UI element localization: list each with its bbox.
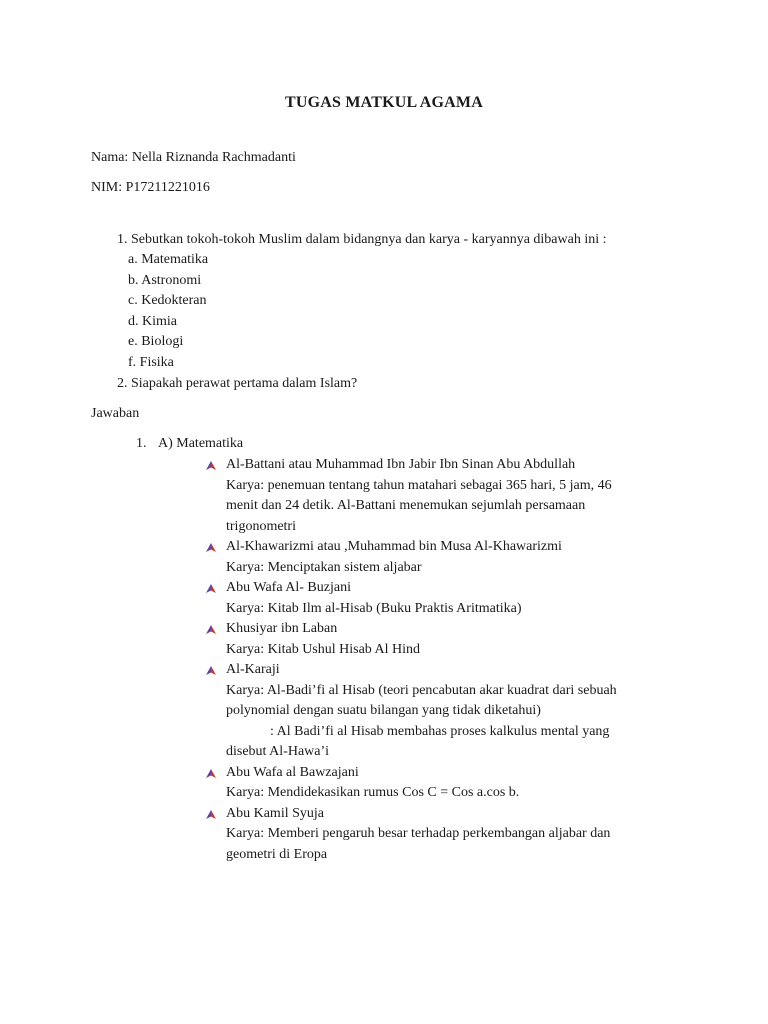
question-1-item: b. Astronomi — [128, 273, 202, 288]
answer-line: Karya: Kitab Ilm al-Hisab (Buku Praktis Aritmatika) — [226, 601, 522, 616]
student-nim: NIM: P17211221016 — [91, 180, 210, 195]
bullet-arrow-icon — [205, 768, 217, 780]
question-1-item: d. Kimia — [128, 314, 177, 329]
answer-line: geometri di Eropa — [226, 847, 328, 862]
question-1-item: a. Matematika — [128, 252, 209, 267]
bullet-arrow-icon — [205, 665, 217, 677]
answer-line: disebut Al-Hawa’i — [226, 744, 330, 759]
answer-line: Karya: Menciptakan sistem aljabar — [226, 560, 422, 575]
answer-line: Abu Wafa al Bawzajani — [226, 765, 359, 780]
answer-line: Karya: Memberi pengaruh besar terhadap perkembangan aljabar dan — [226, 826, 611, 841]
answer-line: Al-Khawarizmi atau ,Muhammad bin Musa Al-Khawarizmi — [226, 539, 562, 554]
answer-line: Al-Karaji — [226, 662, 280, 677]
answer-line: Abu Wafa Al- Buzjani — [226, 580, 351, 595]
answer-line: Al-Battani atau Muhammad Ibn Jabir Ibn Sinan Abu Abdullah — [226, 457, 576, 472]
bullet-arrow-icon — [205, 624, 217, 636]
answer-line: Karya: penemuan tentang tahun matahari sebagai 365 hari, 5 jam, 46 — [226, 478, 612, 493]
answer-line: Karya: Kitab Ushul Hisab Al Hind — [226, 642, 421, 657]
answer-number: 1. — [136, 436, 147, 451]
answer-line: polynomial dengan suatu bilangan yang tidak diketahui) — [226, 703, 541, 718]
document-title: TUGAS MATKUL AGAMA — [285, 94, 483, 111]
question-1-item: f. Fisika — [128, 355, 174, 370]
bullet-arrow-icon — [205, 460, 217, 472]
answer-line: Karya: Al-Badi’fi al Hisab (teori pencabutan akar kuadrat dari sebuah — [226, 683, 617, 698]
bullet-arrow-icon — [205, 583, 217, 595]
question-1-item: c. Kedokteran — [128, 293, 207, 308]
question-1: 1. Sebutkan tokoh-tokoh Muslim dalam bidangnya dan karya - karyannya dibawah ini : — [117, 232, 607, 247]
answers-heading: Jawaban — [91, 406, 140, 421]
student-name: Nama: Nella Riznanda Rachmadanti — [91, 150, 296, 165]
bullet-arrow-icon — [205, 809, 217, 821]
answer-line: Khusiyar ibn Laban — [226, 621, 338, 636]
answer-line: Abu Kamil Syuja — [226, 806, 324, 821]
bullet-arrow-icon — [205, 542, 217, 554]
question-1-item: e. Biologi — [128, 334, 184, 349]
answer-line: trigonometri — [226, 519, 296, 534]
question-2: 2. Siapakah perawat pertama dalam Islam? — [117, 376, 358, 391]
answer-section-title: A) Matematika — [158, 436, 244, 451]
answer-line: menit dan 24 detik. Al-Battani menemukan sejumlah persamaan — [226, 498, 586, 513]
answer-line: : Al Badi’fi al Hisab membahas proses kalkulus mental yang — [270, 724, 610, 739]
answer-line: Karya: Mendidekasikan rumus Cos C = Cos a.cos b. — [226, 785, 520, 800]
